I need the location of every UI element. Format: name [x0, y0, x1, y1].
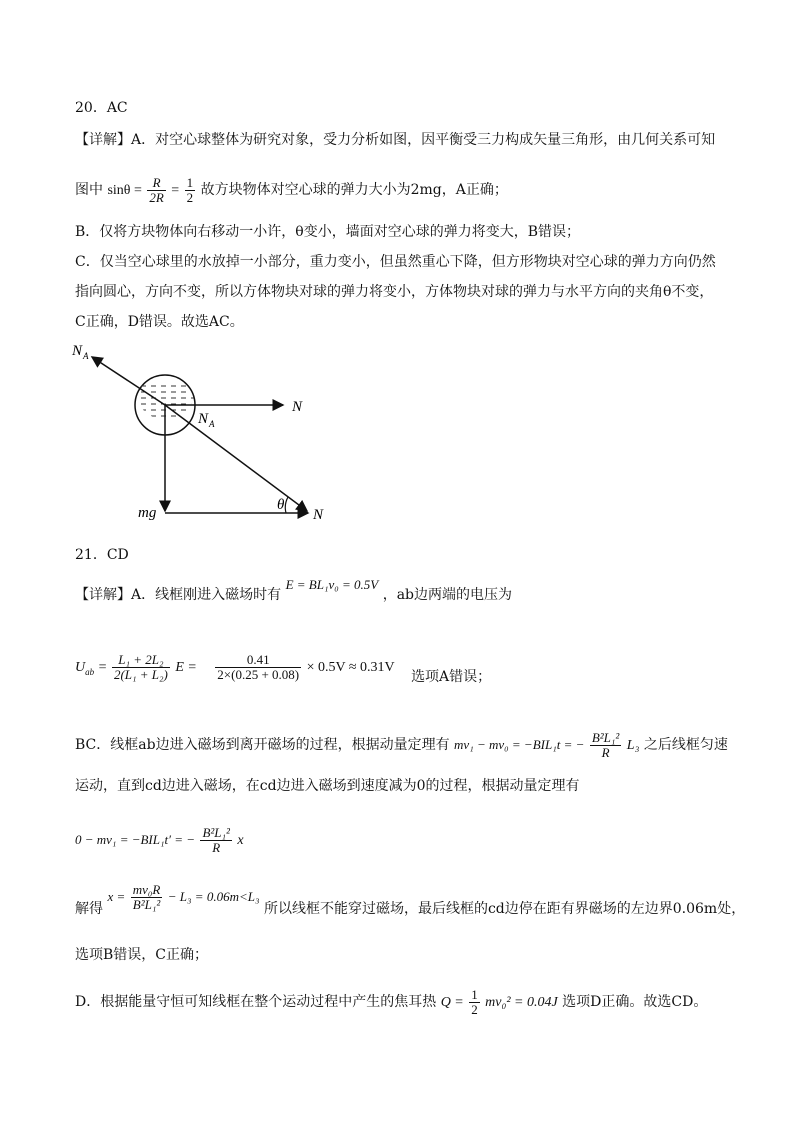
q21-option-bc-line2: 运动，直到cd边进入磁场，在cd边进入磁场到速度减为0的过程，根据动量定理有 [75, 778, 580, 794]
uab-symbol: U [75, 660, 86, 675]
denominator: B²L₁² [132, 896, 161, 912]
text: 故方块物体对空心球的弹力大小为2mg，A正确； [200, 182, 508, 198]
text: ，ab边两端的电压为 [382, 587, 513, 603]
fraction-length-ratio [112, 653, 170, 682]
fraction-b2l2-over-r [590, 731, 622, 760]
l3-symbol: L₃ [626, 738, 640, 753]
fraction-r-over-2r [147, 176, 165, 205]
denominator: R [601, 744, 610, 760]
label-na-top-sub: A [83, 351, 89, 361]
force-diagram [60, 335, 360, 535]
numerator: 1 [186, 174, 194, 190]
fraction-b2l2-over-r-2 [200, 826, 232, 855]
label-na-inner-sub: A [209, 419, 215, 429]
water-dashes-upper [140, 383, 190, 397]
label-theta: θ [277, 497, 285, 513]
text: 选项A错误； [411, 669, 492, 685]
q21-option-d [75, 982, 707, 1022]
label-na-top: N [72, 343, 83, 359]
text: 选项D正确。故选CD。 [562, 994, 708, 1010]
q21-solution-line [75, 876, 745, 926]
denominator: 2(L₁ + L₂) [113, 666, 168, 682]
q21-momentum-equation-2 [75, 820, 244, 860]
text: D．根据能量守恒可知线框在整个运动过程中产生的焦耳热 [75, 994, 437, 1010]
text: BC．线框ab边进入磁场到离开磁场的过程，根据动量定理有 [75, 737, 450, 753]
emf-symbol: E = [175, 660, 197, 675]
numerator: 0.41 [215, 653, 301, 668]
q20-option-c-line1: C．仅当空心球里的水放掉一小部分，重力变小，但虽然重心下降，但方形物块对空心球的弹力方向仍然 [75, 254, 716, 270]
theta-arc [285, 497, 288, 513]
text: 所以线框不能穿过磁场，最后线框的cd边停在距有界磁场的左边界0.06m处， [263, 901, 746, 917]
text: 图中 [75, 182, 103, 198]
text: 之后线框匀速 [643, 737, 728, 753]
fraction-mv0r [131, 883, 163, 912]
text: 【详解】A．线框刚进入磁场时有 [75, 587, 282, 603]
heat-result: mv₀² = 0.04J [485, 995, 558, 1010]
denominator: 2R [149, 189, 164, 205]
hypotenuse-na [165, 405, 307, 511]
numerator: L₁ + 2L₂ [112, 653, 170, 668]
heat-expression: Q = [440, 995, 464, 1010]
q21-option-bc-line1 [75, 725, 728, 765]
q20-option-b: B．仅将方块物体向右移动一小许，θ变小，墙面对空心球的弹力将变大，B错误； [75, 224, 581, 240]
uab-subscript: ab [85, 666, 95, 677]
label-n-mid: N [292, 399, 303, 415]
equals: = [171, 183, 180, 198]
q20-detail-line1: 【详解】A．对空心球整体为研究对象，受力分析如图，因平衡受三力构成矢量三角形，由几何关系可知 [75, 132, 716, 148]
label-mg: mg [138, 505, 157, 521]
text: 解得 [75, 901, 103, 917]
q21-option-a [75, 577, 513, 610]
q21-result-b: 选项B错误，C正确； [75, 947, 208, 963]
q20-detail-line2 [75, 170, 508, 210]
emf-expression: E = BL₁v₀ = 0.5V [285, 577, 379, 592]
fraction-half-2 [469, 988, 480, 1017]
denominator: 2×(0.25 + 0.08) [217, 666, 300, 682]
numerator: B²L₁² [202, 824, 230, 840]
q21-header: 21．CD [75, 547, 129, 563]
fraction-numeric [215, 653, 301, 682]
sin-expression: sinθ = [107, 183, 142, 198]
momentum-expression-2: 0 − mv₁ = −BIL₁t′ = − [75, 832, 196, 847]
q20-header: 20．AC [75, 100, 128, 116]
q20-option-c-line2: 指向圆心，方向不变，所以方体物块对球的弹力将变小，方体物块对球的弹力与水平方向的夹角θ不变， [75, 284, 714, 300]
label-na-inner: N [198, 411, 209, 427]
fraction-half [185, 176, 196, 205]
q20-option-c-line3: C正确，D错误。故选AC。 [75, 314, 244, 330]
numerator: mv₀R [132, 881, 161, 897]
x-result: − L₃ = 0.06m<L₃ [167, 889, 260, 904]
denominator: 2 [186, 189, 194, 205]
x-symbol: x [237, 833, 244, 848]
numerator: R [147, 176, 165, 191]
numerator: 1 [471, 986, 478, 1002]
uab-result: × 0.5V ≈ 0.31V [306, 660, 395, 675]
momentum-expression: mv₁ − mv₀ = −BIL₁t = − [454, 737, 585, 752]
q21-uab-equation [75, 645, 491, 689]
label-n-bottom: N [313, 507, 324, 523]
x-expression: x = [107, 889, 126, 904]
denominator: R [212, 839, 221, 855]
equals: = [98, 660, 107, 675]
denominator: 2 [471, 1001, 478, 1017]
numerator: B²L₁² [591, 729, 620, 745]
